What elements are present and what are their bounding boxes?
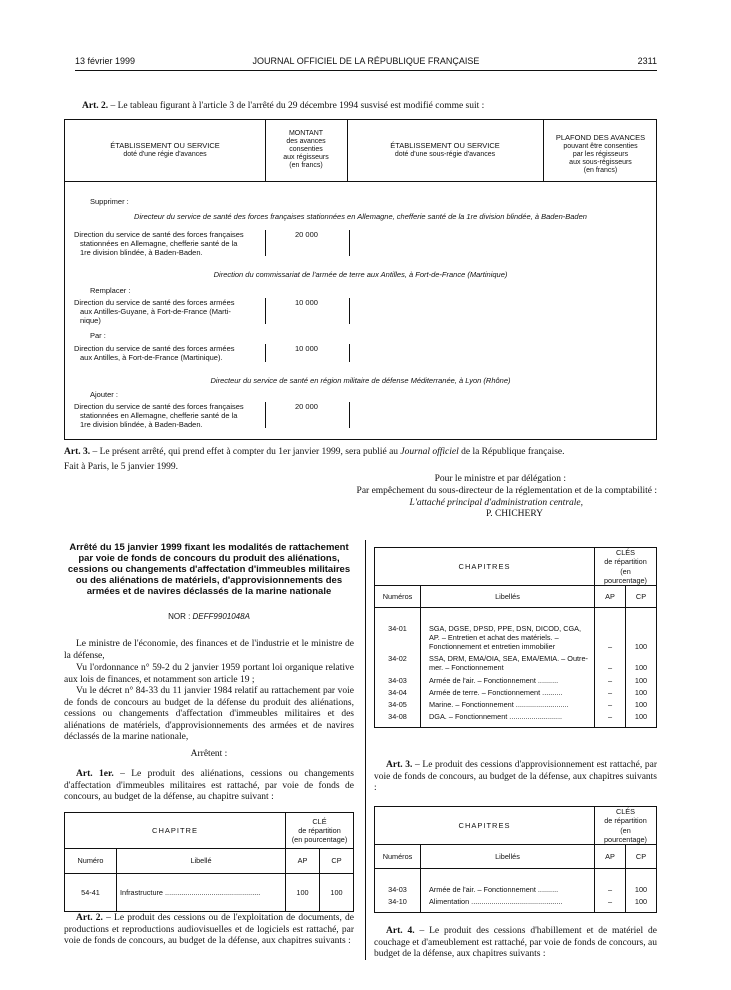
col-header-cp: CP xyxy=(320,849,354,874)
col-header-chapitre: CHAPITRE xyxy=(65,813,286,849)
col-header-libelles: Libellés xyxy=(421,845,595,869)
col-header-ap: AP xyxy=(286,849,320,874)
section-title: Directeur du service de santé en région militaire de défense Méditerranée, à Lyon (Rhône) xyxy=(210,376,511,385)
col-header-etablissement: ÉTABLISSEMENT OU SERVICE doté d'une régie d'avances xyxy=(110,141,220,158)
preamble-ministers: Le ministre de l'économie, des finances et de l'industrie et le ministre de la défense, xyxy=(64,639,354,661)
remplacer-label: Remplacer : xyxy=(90,286,131,295)
chapter-table-54-41 xyxy=(64,812,354,912)
table-row: 34-05 Marine. – Fonctionnement .......................... – 100 xyxy=(375,697,657,709)
section-title: Directeur du service de santé des forces françaises stationnées en Allemagne, chefferie santé de la 1re division blindée, à Baden-Baden xyxy=(134,212,587,221)
col-header-numeros: Numéros xyxy=(375,845,421,869)
article-1: Art. 1er. – Le produit des aliénations, cessions ou changements d'affectation d'immeubles militaires est rattaché, par voie de fonds de concours, au budget de la défense, au chapitre suivant : xyxy=(64,769,354,803)
preamble-decret: Vu le décret n° 84-33 du 11 janvier 1984 relatif au rattachement par voie de fonds de concours au budget de la défense du produit des aliénations, cessions ou changements d'affectation d'immeubles militaires et des aliénations de matériels, d'approvisionnements des armées et de navires déclassés de la marine nationale, xyxy=(64,686,354,743)
table-row: 34-03 Armée de l'air. – Fonctionnement .......... – 100 xyxy=(375,869,657,895)
ajouter-label: Ajouter : xyxy=(90,390,118,399)
col-header-cp: CP xyxy=(626,586,657,608)
decree-title: Arrêté du 15 janvier 1999 fixant les modalités de rattachement par voie de fonds de concours du produit des aliénations, cessions ou changements d'affectation d'immeubles militaires ou des aliénations de matériels, d'approvisionnements des armées et de navires déclassés de la marine nationale xyxy=(67,542,351,597)
par-label: Par : xyxy=(90,331,106,340)
signature-line-2: Par empêchement du sous-directeur de la réglementation et de la comptabilité : xyxy=(356,486,657,496)
table-row: 34-10 Alimentation ............................................. – 100 xyxy=(375,894,657,913)
nor-reference: NOR : DEFF9901048A xyxy=(168,612,250,621)
signature-line-3: L'attaché principal d'administration centrale, xyxy=(409,498,583,508)
chapter-table-34 xyxy=(374,547,657,728)
table-row: 54-41 Infrastructure ............................................... 100 100 xyxy=(65,874,354,912)
table-row: 34-08 DGA. – Fonctionnement .......................... – 100 xyxy=(375,709,657,728)
col-header-cles: CLÉS de répartition (en pourcentage) xyxy=(595,807,657,845)
table-row-label: Direction du service de santé des forces françaises stationnées en Allemagne, chefferie santé de la 1re division blindée, à Baden-Baden. xyxy=(74,402,244,429)
col-header-montant: MONTANT des avances consenties aux régisseurs (en francs) xyxy=(283,130,329,170)
amount: 10 000 xyxy=(295,344,318,353)
page-header xyxy=(75,56,657,70)
col-header-libelles: Libellés xyxy=(421,586,595,608)
chapter-table-34-03 xyxy=(374,806,657,913)
signature-line-1: Pour le ministre et par délégation : xyxy=(434,474,566,484)
header-rule xyxy=(75,70,657,71)
col-header-ap: AP xyxy=(595,586,626,608)
amount: 20 000 xyxy=(295,402,318,411)
col-header-libelle: Libellé xyxy=(117,849,286,874)
article-2-second: Art. 2. – Le produit des cessions ou de l'exploitation de documents, de productions et reproductions audiovisuelles et de logiciels est rattaché, par voie de fonds de concours, au budget de la défense, aux chapitres suivants : xyxy=(64,913,354,947)
table-row: 34-01 SGA, DGSE, DPSD, PPE, DSN, DICOD, CGA, AP. – Entretien et achat des matériels. – Fonctionnement et entretien immobilier – 100 xyxy=(375,608,657,652)
header-divider xyxy=(65,181,656,182)
header-journal: JOURNAL OFFICIEL DE LA RÉPUBLIQUE FRANÇAISE xyxy=(252,56,480,66)
signatory-name: P. CHICHERY xyxy=(485,509,543,519)
preamble-ordonnance: Vu l'ordonnance n° 59-2 du 2 janvier 1959 portant loi organique relative aux lois de finances, et notamment son article 19 ; xyxy=(64,663,354,685)
section-title: Direction du commissariat de l'armée de terre aux Antilles, à Fort-de-France (Martinique) xyxy=(213,270,508,279)
col-header-ap: AP xyxy=(595,845,626,869)
table-row: 34-02 SSA, DRM, EMA/OIA, SEA, EMA/EMIA. – Outre-mer. – Fonctionnement – 100 xyxy=(375,651,657,672)
supprimer-label: Supprimer : xyxy=(90,197,129,206)
table-row: 34-03 Armée de l'air. – Fonctionnement .......... – 100 xyxy=(375,673,657,685)
article-text: – Le tableau figurant à l'article 3 de l'arrêté du 29 décembre 1994 susvisé est modifié comme suit : xyxy=(108,101,485,111)
amount: 10 000 xyxy=(295,298,318,307)
header-date: 13 février 1999 xyxy=(75,56,136,66)
article-3: Art. 3. – Le présent arrêté, qui prend effet à compter du 1er janvier 1999, sera publié au Journal officiel de la République française. xyxy=(64,447,565,457)
col-header-chapitres: CHAPITRES xyxy=(375,548,595,586)
article-2-intro xyxy=(82,101,484,113)
col-header-cp: CP xyxy=(626,845,657,869)
col-header-cle: CLÉ de répartition (en pourcentage) xyxy=(286,813,354,849)
article-4: Art. 4. – Le produit des cessions d'habillement et de matériel de couchage et d'ameublement est rattaché, par voie de fonds de concours, au budget de la défense, aux chapitres suivants : xyxy=(374,926,657,960)
header-page-number: 2311 xyxy=(637,56,657,66)
col-header-cles: CLÉS de répartition (en pourcentage) xyxy=(595,548,657,586)
article-label: Art. 2. xyxy=(82,101,109,111)
arretent: Arrêtent : xyxy=(190,749,228,759)
date-place: Fait à Paris, le 5 janvier 1999. xyxy=(64,462,178,472)
advances-table xyxy=(64,119,657,440)
column-rule xyxy=(365,540,366,960)
col-header-numeros: Numéros xyxy=(375,586,421,608)
table-row-label: Direction du service de santé des forces armées aux Antilles, à Fort-de-France (Martinique). xyxy=(74,344,235,362)
table-row-label: Direction du service de santé des forces armées aux Antilles-Guyane, à Fort-de-France (Marti- nique) xyxy=(74,298,235,325)
table-row-label: Direction du service de santé des forces françaises stationnées en Allemagne, chefferie santé de la 1re division blindée, à Baden-Baden. xyxy=(74,230,244,257)
col-header-sous-regie: ÉTABLISSEMENT OU SERVICE doté d'une sous-régie d'avances xyxy=(390,141,500,158)
col-header-chapitres: CHAPITRES xyxy=(375,807,595,845)
amount: 20 000 xyxy=(295,230,318,239)
table-row: 34-04 Armée de terre. – Fonctionnement .......... – 100 xyxy=(375,685,657,697)
col-header-numero: Numéro xyxy=(65,849,117,874)
article-3-second: Art. 3. – Le produit des cessions d'approvisionnement est rattaché, par voie de fonds de concours, au budget de la défense, aux chapitres suivants : xyxy=(374,760,657,794)
col-header-plafond: PLAFOND DES AVANCES pouvant être consenties par les régisseurs aux sous-régisseurs (en francs) xyxy=(555,133,646,174)
